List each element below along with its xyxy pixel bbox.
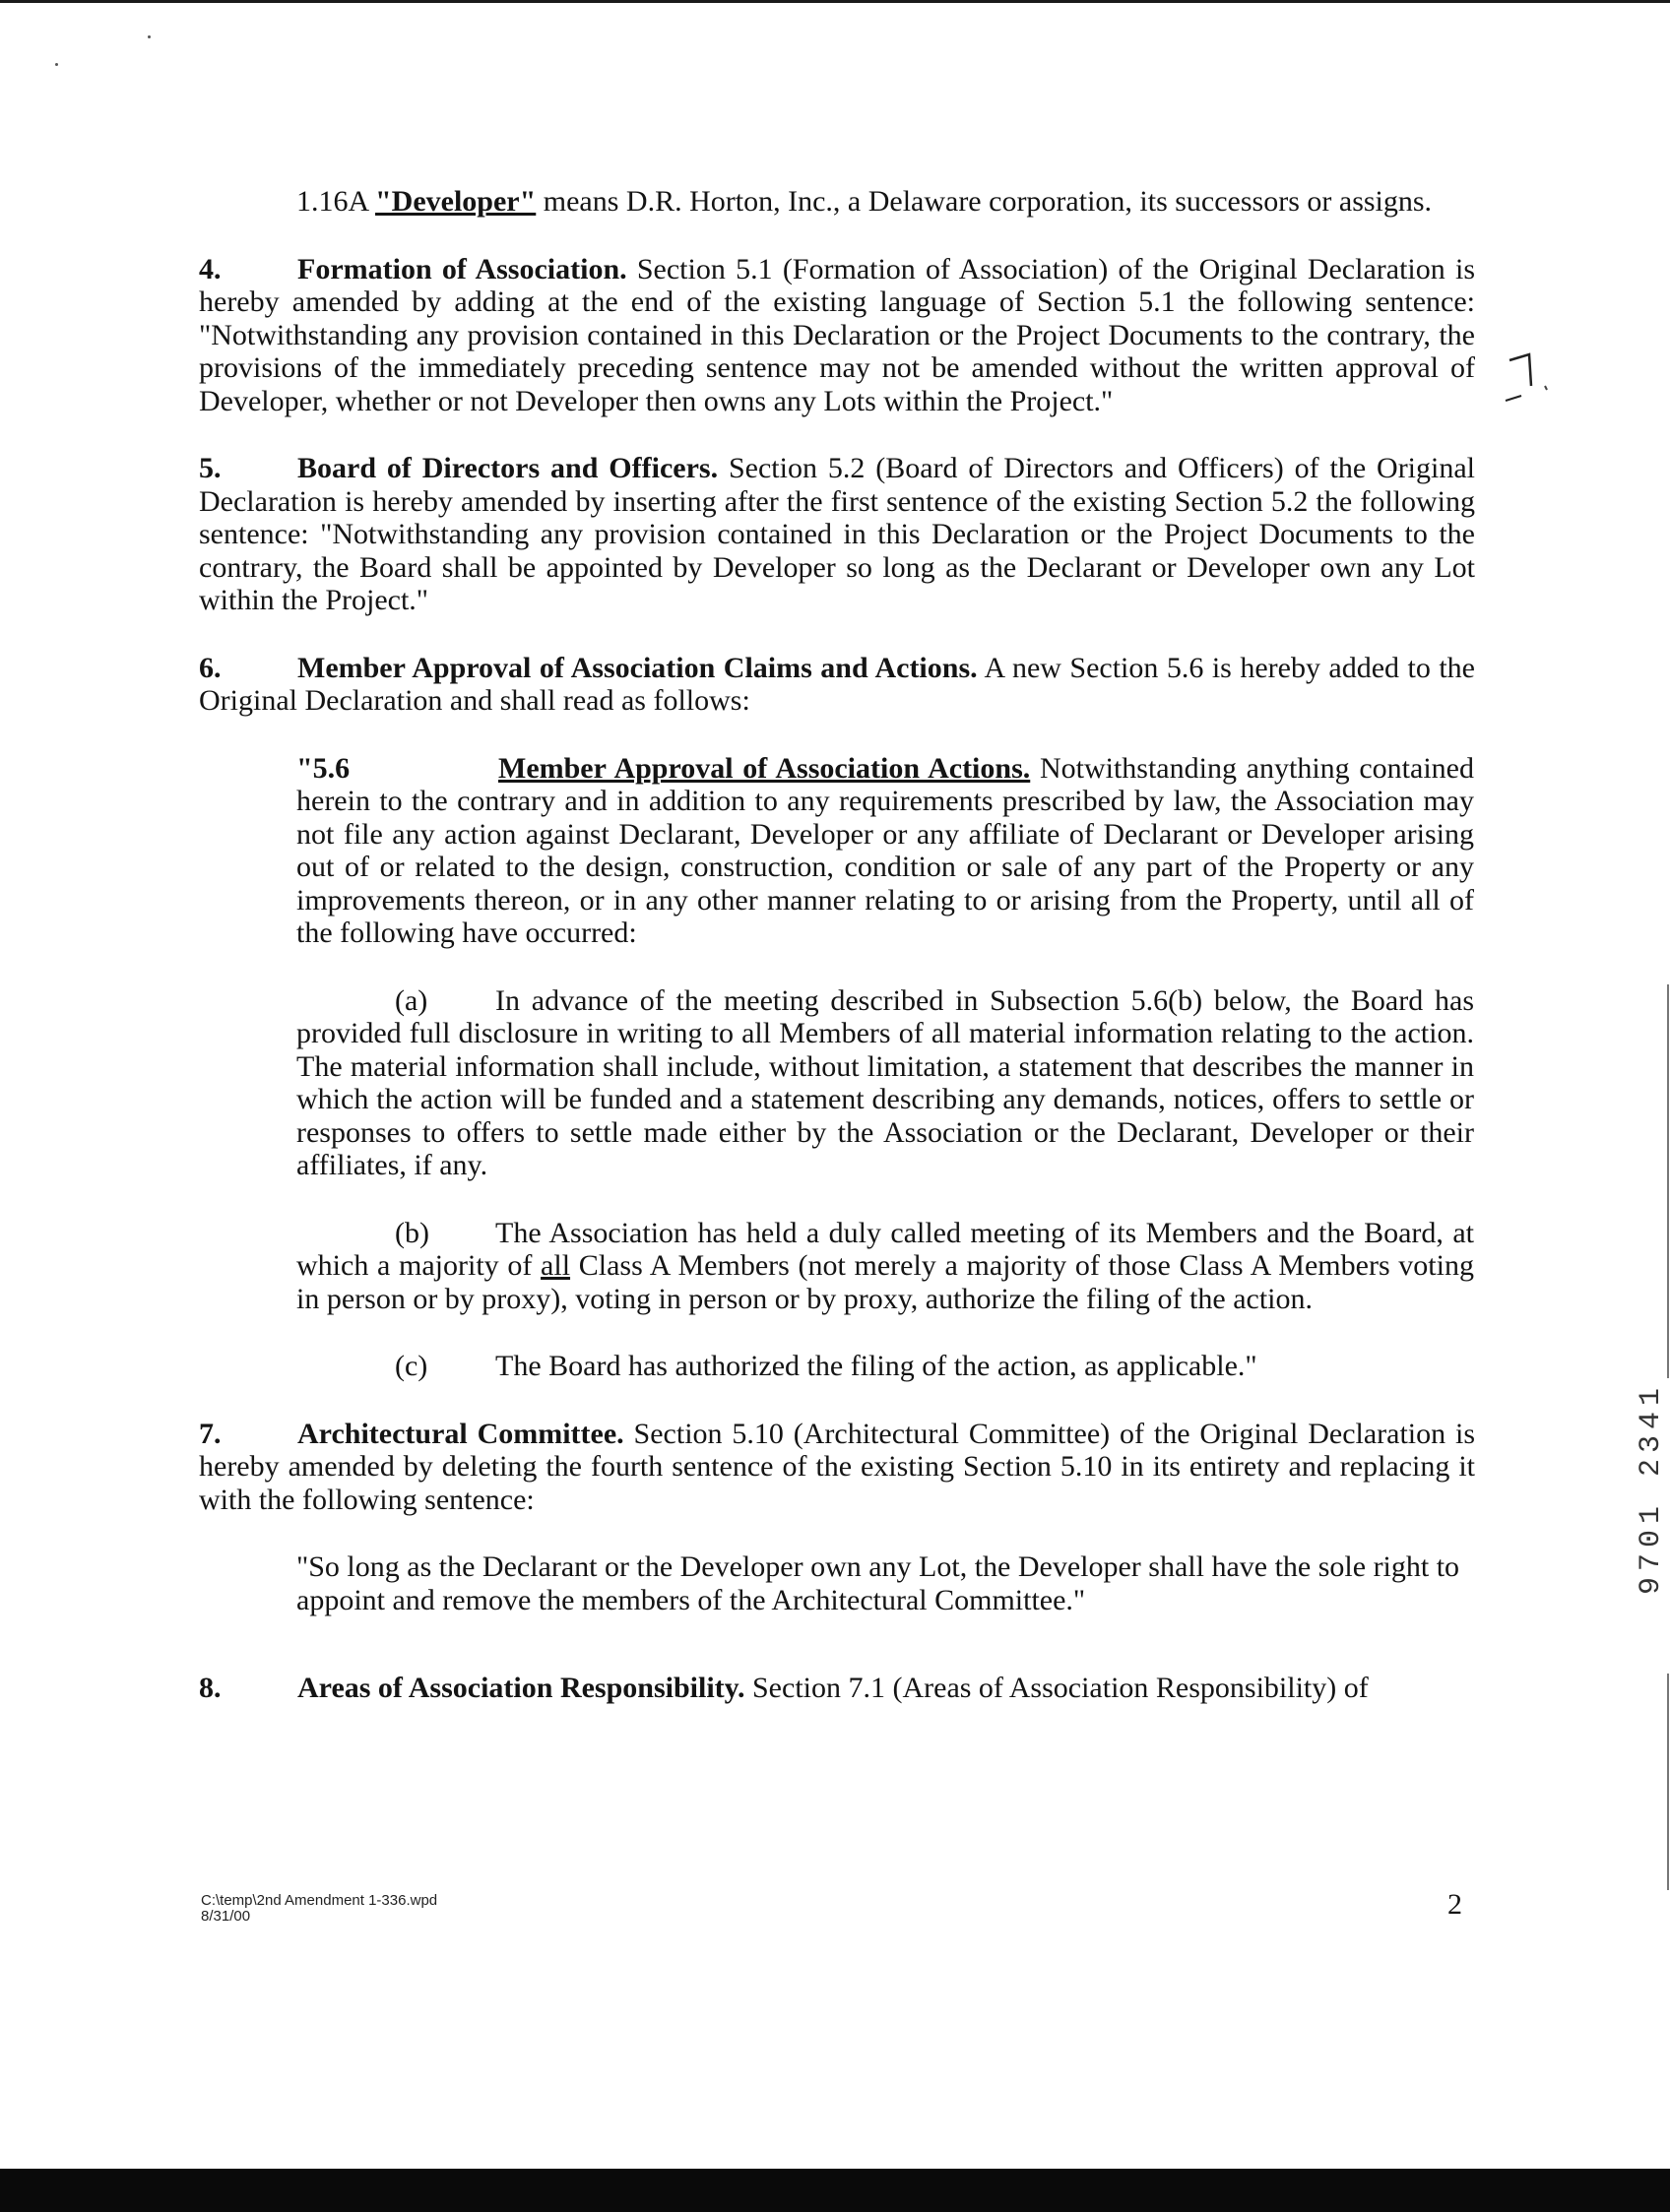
section-title: Member Approval of Association Claims and Actions. <box>297 651 978 684</box>
section-4 <box>199 253 1475 418</box>
section-number: 5. <box>199 452 222 484</box>
section-6 <box>199 652 1475 718</box>
section-number: 4. <box>199 252 222 285</box>
subsection-b <box>199 1217 1474 1316</box>
scan-bottom-border <box>0 2169 1670 2212</box>
subsection-text: Class A Members (not merely a majority of those Class A Members voting in person or by proxy), voting in person or by proxy, authorize the filing of the action. <box>296 1249 1474 1315</box>
definition-term: "Developer" <box>375 185 537 218</box>
definition-lead: 1.16A <box>296 185 376 218</box>
footer-file-info <box>201 1893 437 1925</box>
definition-text: means D.R. Horton, Inc., a Delaware corporation, its successors or assigns. <box>536 185 1433 218</box>
committee-quote: "So long as the Declarant or the Developer own any Lot, the Developer shall have the sole right to appoint and remove the members of the Architectural Committee." <box>296 1550 1460 1616</box>
subsection-text: The Association has held a duly called meeting of its Members and the Board, at which a majority of <box>296 1216 1474 1282</box>
subsection-label: (a) <box>395 983 428 1017</box>
footer-date: 8/31/00 <box>201 1908 251 1925</box>
section-text: A new Section 5.6 is hereby added to the Original Declaration and shall read as follows: <box>199 651 1475 717</box>
subsection-emphasis: all <box>541 1249 571 1282</box>
page-number: 2 <box>1447 1888 1462 1921</box>
section-text: Section 5.1 (Formation of Association) of the Original Declaration is hereby amended by adding at the end of the existing language of Section 5.1 the following sentence: "Notwithstanding any provision contained in this Declaration or the Project Documents to the contrary, the provisions of the immediately preceding sentence may not be amended without the written approval of Developer, whether or not Developer then owns any Lots within the Project." <box>199 252 1475 417</box>
definition-paragraph <box>199 185 1474 219</box>
section-text: Section 7.1 (Areas of Association Responsibility) of <box>744 1672 1369 1704</box>
quoted-section-5-6 <box>199 752 1474 950</box>
scan-speck <box>148 35 151 38</box>
page-top-edge <box>0 0 1670 3</box>
quoted-section-title: Member Approval of Association Actions. <box>498 751 1031 785</box>
section-title: Formation of Association. <box>297 252 627 285</box>
quoted-section-number: "5.6 <box>296 751 351 785</box>
section-title: Areas of Association Responsibility. <box>297 1672 745 1704</box>
section-text: Section 5.2 (Board of Directors and Officers) of the Original Declaration is hereby amended by inserting after the first sentence of the existing Section 5.2 the following sentence: "Notwithstanding any provision contained in this Declaration or the Project Documents to the contrary, the Board shall be appointed by Developer so long as the Declarant or Developer own any Lot within the Project." <box>199 452 1475 616</box>
scan-edge-line <box>1667 984 1669 1378</box>
scan-edge-line <box>1667 1674 1669 1890</box>
footer-file-path: C:\temp\2nd Amendment 1-336.wpd <box>201 1892 438 1909</box>
document-body <box>199 185 1475 1705</box>
subsection-text: The Board has authorized the filing of the action, as applicable." <box>495 1350 1257 1382</box>
handwritten-margin-mark <box>1502 347 1561 415</box>
section-text: Section 5.10 (Architectural Committee) of the Original Declaration is hereby amended by deleting the fourth sentence of the existing Section 5.10 in its entirety and replacing it with the following sentence: <box>199 1417 1476 1516</box>
subsection-label: (c) <box>395 1350 428 1382</box>
section-title: Board of Directors and Officers. <box>297 452 719 484</box>
subsection-c <box>199 1350 1474 1383</box>
section-5 <box>199 452 1475 617</box>
section-number: 8. <box>199 1672 222 1704</box>
subsection-a <box>199 984 1474 1182</box>
quoted-section-text: Notwithstanding anything contained herein to the contrary and in addition to any requirements prescribed by law, the Association may not file any action against Declarant, Developer or any affiliate of Declarant or Developer arising out of or related to the design, construction, condition or sale of any part of the Property or any improvements thereon, or in any other manner relating to or arising from the Property, until all of the following have occurred: <box>296 751 1474 949</box>
scan-speck <box>55 63 58 66</box>
section-8 <box>199 1672 1475 1705</box>
section-number: 7. <box>199 1417 222 1450</box>
recording-number-stamp: 9701 2341 <box>1635 1381 1668 1595</box>
section-7 <box>199 1418 1475 1517</box>
subsection-text: In advance of the meeting described in Subsection 5.6(b) below, the Board has provided full disclosure in writing to all Members of all material information relating to the action. The material information shall include, without limitation, a statement that describes the manner in which the action will be funded and a statement describing any demands, notices, offers to settle or responses to offers to settle made either by the Association or the Declarant, Developer or their affiliates, if any. <box>296 983 1474 1181</box>
section-number: 6. <box>199 651 222 684</box>
section-title: Architectural Committee. <box>297 1417 624 1450</box>
subsection-label: (b) <box>395 1216 429 1249</box>
